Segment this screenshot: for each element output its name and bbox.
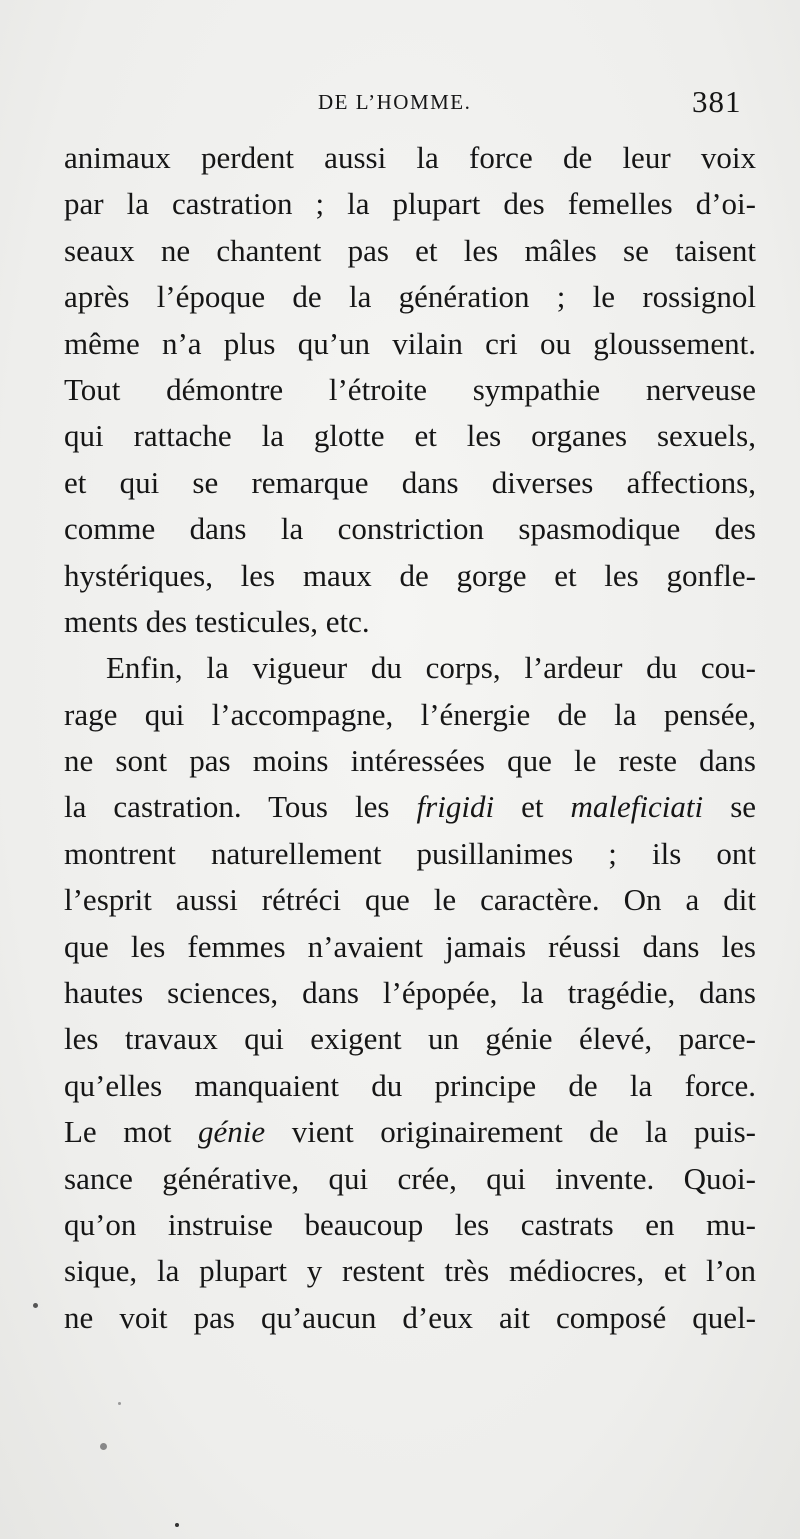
paper-speck <box>33 1303 38 1308</box>
text-line: ments des testicules, etc. <box>64 603 370 639</box>
text-line: ne sont pas moins intéressées que le reste dans <box>64 743 756 779</box>
text-line: même n’a plus qu’un vilain cri ou gloussement. <box>64 325 756 361</box>
text-line-with-italics <box>64 784 756 830</box>
text-line: les travaux qui exigent un génie élevé, parce- <box>64 1021 756 1057</box>
body-text <box>64 135 756 1341</box>
text-line: l’esprit aussi rétréci que le caractère. On a dit <box>64 882 756 918</box>
text-line: par la castration ; la plupart des femelles d’oi- <box>64 186 756 222</box>
text-line: qui rattache la glotte et les organes sexuels, <box>64 418 756 454</box>
text-segment: Le mot <box>64 1114 199 1150</box>
text-line: qu’elles manquaient du principe de la force. <box>64 1067 756 1103</box>
running-head <box>0 84 800 128</box>
italic-term-maleficiati: maleficiati <box>570 789 704 825</box>
text-line: animaux perdent aussi la force de leur voix <box>64 140 756 175</box>
text-line: hautes sciences, dans l’épopée, la tragédie, dans <box>64 975 756 1011</box>
text-segment: se <box>703 789 757 825</box>
text-line: rage qui l’accompagne, l’énergie de la pensée, <box>64 696 756 732</box>
text-line: seaux ne chantent pas et les mâles se taisent <box>64 232 756 268</box>
text-line: qu’on instruise beaucoup les castrats en mu- <box>64 1206 756 1242</box>
text-line: et qui se remarque dans diverses affections, <box>64 464 756 500</box>
text-line-with-italics <box>64 1109 756 1155</box>
italic-term-frigidi: frigidi <box>416 789 495 825</box>
text-line: montrent naturellement pusillanimes ; ils ont <box>64 835 756 871</box>
page-number: 381 <box>692 84 742 119</box>
text-line: sique, la plupart y restent très médiocres, et l’on <box>64 1253 756 1289</box>
running-title: DE L’HOMME. <box>318 90 472 114</box>
paper-speck <box>100 1443 107 1450</box>
text-segment: vient originairement de la puis- <box>265 1114 756 1150</box>
text-line: après l’époque de la génération ; le rossignol <box>64 279 756 315</box>
italic-term-genie: génie <box>198 1114 266 1150</box>
text-line: Tout démontre l’étroite sympathie nerveuse <box>64 371 756 407</box>
text-line: sance générative, qui crée, qui invente. Quoi- <box>64 1160 756 1196</box>
text-line: comme dans la constriction spasmodique des <box>64 511 756 547</box>
paragraph-first-line: Enfin, la vigueur du corps, l’ardeur du cou- <box>106 650 756 686</box>
paper-speck <box>118 1402 121 1405</box>
text-line: ne voit pas qu’aucun d’eux ait composé quel- <box>64 1299 756 1335</box>
text-line: que les femmes n’avaient jamais réussi dans les <box>64 928 756 964</box>
paper-speck <box>175 1523 179 1527</box>
text-line: hystériques, les maux de gorge et les gonfle- <box>64 557 756 593</box>
text-segment: et <box>494 789 571 825</box>
text-segment: la castration. Tous les <box>64 789 417 825</box>
